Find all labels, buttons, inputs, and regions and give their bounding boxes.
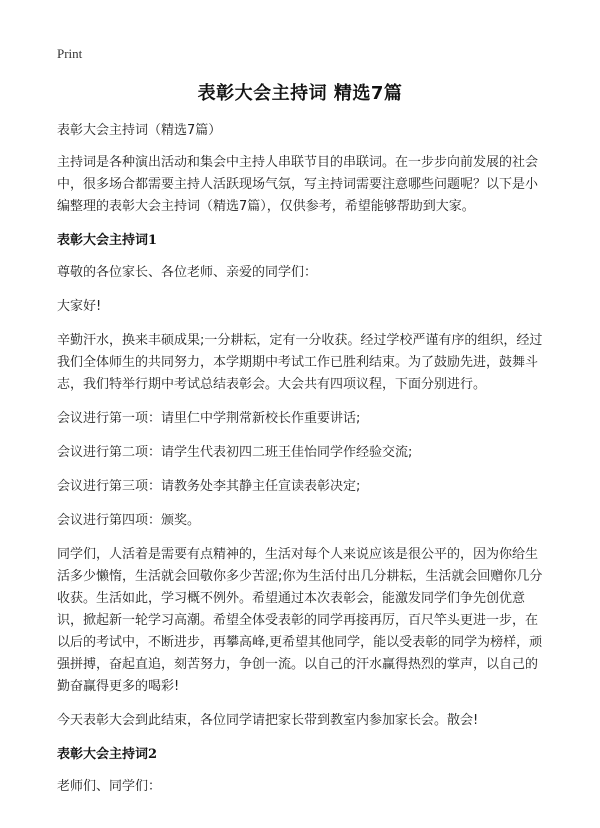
paragraph: 会议进行第二项：请学生代表初四二班王佳怡同学作经验交流; [57, 445, 413, 460]
print-link[interactable]: Print [57, 46, 83, 61]
paragraph: 同学们，人活着是需要有点精神的，生活对每个人来说应该是很公平的，因为你给生活多少懒惰，生活就会回敬你多少苦涩;你为生活付出几分耕耘，生活就会回赠你几分收获。生活如此，学习概不例外。希望通过本次表彰会，能激发同学们争先创优意识，掀起新一轮学习高潮。希望全体受表彰的同学再接再厉，百尺竿头更进一步，在以后的考试中，不断进步，再攀高峰,更希望其他同学，能以受表彰的同学为榜样，顽强拼搏，奋起直追，刻苦努力，争创一流。以自己的汗水赢得热烈的掌声，以自己的勤奋赢得更多的喝彩! [57, 547, 543, 694]
paragraph: 老师们、同学们： [57, 779, 162, 794]
document-body [57, 120, 547, 810]
paragraph: 大家好! [57, 299, 102, 314]
paragraph: 会议进行第四项：颁奖。 [57, 513, 201, 528]
paragraph: 会议进行第一项：请里仁中学荆常新校长作重要讲话; [57, 411, 361, 426]
paragraph: 今天表彰大会到此结束，各位同学请把家长带到教室内参加家长会。散会! [57, 713, 479, 728]
section-heading-1: 表彰大会主持词1 [57, 233, 158, 248]
paragraph: 尊敬的各位家长、各位老师、亲爱的同学们： [57, 265, 318, 280]
paragraph: 会议进行第三项：请教务处李其静主任宣读表彰决定; [57, 479, 361, 494]
section-heading-2: 表彰大会主持词2 [57, 747, 158, 762]
paragraph: 辛勤汗水，换来丰硕成果;一分耕耘，定有一分收获。经过学校严谨有序的组织，经过我们全体师生的共同努力，本学期期中考试工作已胜利结束。为了鼓励先进，鼓舞斗志，我们特举行期中考试总结表彰会。大会共有四项议程，下面分别进行。 [57, 333, 543, 392]
intro-paragraph: 主持词是各种演出活动和集会中主持人串联节目的串联词。在一步步向前发展的社会中，很多场合都需要主持人活跃现场气氛，写主持词需要注意哪些问题呢？以下是小编整理的表彰大会主持词（精选7篇），仅供参考，希望能够帮助到大家。 [57, 155, 539, 214]
document-title: 表彰大会主持词 精选7篇 [197, 83, 403, 104]
document-subtitle: 表彰大会主持词（精选7篇） [57, 123, 222, 138]
